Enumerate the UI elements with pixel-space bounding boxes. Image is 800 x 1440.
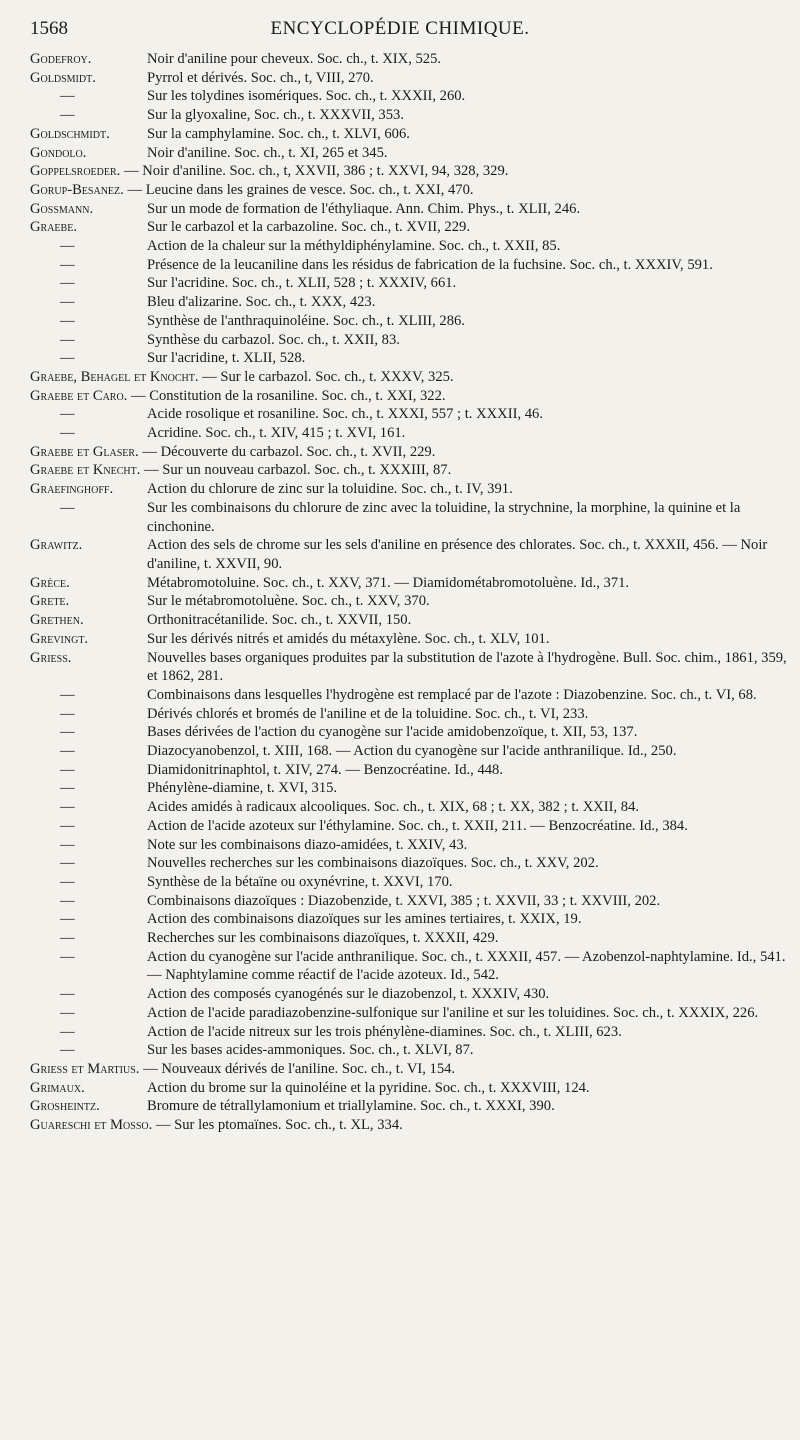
entry-text: — Sur un nouveau carbazol. Soc. ch., t. XXXIII, 87. (144, 462, 452, 479)
ditto-dash: — (60, 799, 75, 816)
entry-text: Bromure de tétrallylamonium et triallylamine. Soc. ch., t. XXXI, 390. (147, 1098, 555, 1115)
ditto-dash: — (60, 88, 75, 105)
entry-text: Action de la chaleur sur la méthyldiphénylamine. Soc. ch., t. XXII, 85. (147, 238, 561, 255)
running-title: ENCYCLOPÉDIE CHIMIQUE. (270, 18, 530, 39)
entry-text: Sur l'acridine, t. XLII, 528. (147, 350, 306, 367)
bibliography-entry (30, 1079, 790, 1098)
bibliography-entry (30, 630, 790, 649)
ditto-dash: — (60, 350, 75, 367)
ditto-dash: — (60, 425, 75, 442)
ditto-dash: — (60, 705, 75, 722)
ditto-dash: — (60, 312, 75, 329)
entry-text: Sur le carbazol et la carbazoline. Soc. ch., t. XVII, 229. (147, 219, 470, 236)
bibliography-entry (30, 705, 790, 724)
entry-text: Acridine. Soc. ch., t. XIV, 415 ; t. XVI, 161. (147, 425, 406, 442)
entry-text: Noir d'aniline pour cheveux. Soc. ch., t. XIX, 525. (147, 51, 442, 67)
bibliography-entry (30, 592, 790, 611)
entry-author: Grosheintz. (30, 1098, 100, 1115)
bibliography-entry (30, 69, 790, 88)
entry-author: Gondolo. (30, 144, 87, 161)
ditto-dash: — (60, 836, 75, 853)
entry-text: Action des combinaisons diazoïques sur les amines tertiaires, t. XXIX, 19. (147, 911, 582, 928)
entry-text: — Sur le carbazol. Soc. ch., t. XXXV, 325. (202, 368, 454, 385)
ditto-dash: — (60, 275, 75, 292)
bibliography-entry (30, 1041, 790, 1060)
bibliography-entry (30, 312, 790, 331)
bibliography-entry (30, 1060, 790, 1079)
bibliography-entry (30, 929, 790, 948)
ditto-dash: — (60, 499, 75, 516)
bibliography-entry (30, 349, 790, 368)
entry-author: Gossmann. (30, 200, 94, 217)
bibliography-entry (30, 274, 790, 293)
entry-text: Combinaisons diazoïques : Diazobenzide, t. XXVI, 385 ; t. XXVII, 33 ; t. XXVIII, 202. (147, 892, 661, 909)
bibliography-entry (30, 854, 790, 873)
entry-text: Synthèse de l'anthraquinoléine. Soc. ch., t. XLIII, 286. (147, 312, 465, 329)
entry-author: Griess. (30, 649, 72, 666)
bibliography-entry (30, 87, 790, 106)
entry-author: Grethen. (30, 612, 84, 629)
entry-author: Guareschi et Mosso. (30, 1117, 153, 1134)
entry-author: Graebe, Behagel et Knocht. (30, 368, 199, 385)
page-number: 1568 (30, 18, 68, 39)
entry-author: Griess et Martius. (30, 1060, 140, 1077)
entry-text: Noir d'aniline. Soc. ch., t. XI, 265 et 345. (147, 144, 388, 161)
entry-text: Note sur les combinaisons diazo-amidées, t. XXIV, 43. (147, 836, 468, 853)
bibliography-entry (30, 237, 790, 256)
entry-author: Graebe. (30, 219, 77, 236)
entry-author: Grawitz. (30, 537, 83, 554)
bibliography-entry (30, 649, 790, 686)
ditto-dash: — (60, 724, 75, 741)
entry-text: Pyrrol et dérivés. Soc. ch., t, VIII, 270. (147, 69, 374, 86)
bibliography-entry (30, 798, 790, 817)
entry-text: Sur un mode de formation de l'éthyliaque. Ann. Chim. Phys., t. XLII, 246. (147, 200, 581, 217)
entry-author: Grèce. (30, 574, 70, 591)
ditto-dash: — (60, 686, 75, 703)
entry-author: Goppelsroeder. (30, 163, 121, 180)
page-header (30, 18, 770, 44)
bibliography-entry (30, 892, 790, 911)
ditto-dash: — (60, 930, 75, 947)
entry-text: Phénylène-diamine, t. XVI, 315. (147, 780, 338, 797)
bibliography-entry (30, 424, 790, 443)
entry-text: Dérivés chlorés et bromés de l'aniline et de la toluidine. Soc. ch., t. VI, 233. (147, 705, 589, 722)
bibliography-entry (30, 331, 790, 350)
ditto-dash: — (60, 743, 75, 760)
entry-text: — Sur les ptomaïnes. Soc. ch., t. XL, 334. (155, 1117, 403, 1134)
entry-text: Bases dérivées de l'action du cyanogène sur l'acide amidobenzoïque, t. XII, 53, 137. (147, 724, 638, 741)
bibliography-entry (30, 611, 790, 630)
entry-text: Métabromotoluine. Soc. ch., t. XXV, 371. — Diamidométabromotoluène. Id., 371. (147, 574, 630, 591)
ditto-dash: — (60, 406, 75, 423)
entry-text: Diazocyanobenzol, t. XIII, 168. — Action du cyanogène sur l'acide anthranilique. Id., 250. (147, 743, 677, 760)
entry-text: — Noir d'aniline. Soc. ch., t, XXVII, 386 ; t. XXVI, 94, 328, 329. (123, 163, 509, 180)
bibliography-entry (30, 910, 790, 929)
entry-text: Recherches sur les combinaisons diazoïques, t. XXXII, 429. (147, 930, 499, 947)
ditto-dash: — (60, 986, 75, 1003)
entry-text: Nouvelles recherches sur les combinaisons diazoïques. Soc. ch., t. XXV, 202. (147, 855, 599, 872)
entry-text: — Nouveaux dérivés de l'aniline. Soc. ch., t. VI, 154. (143, 1060, 456, 1077)
entry-text: Diamidonitrinaphtol, t. XIV, 274. — Benzocréatine. Id., 448. (147, 761, 503, 778)
bibliography-entry (30, 200, 790, 219)
bibliography-list (30, 50, 790, 1135)
entry-text: Nouvelles bases organiques produites par la substitution de l'azote à l'hydrogène. Bull. Soc. chim., 1861, 359, et 1862, 281. (147, 649, 787, 685)
bibliography-entry (30, 574, 790, 593)
bibliography-entry (30, 873, 790, 892)
entry-text: Sur les tolydines isomériques. Soc. ch., t. XXXII, 260. (147, 88, 466, 105)
bibliography-entry (30, 293, 790, 312)
entry-author: Goldsmidt. (30, 69, 96, 86)
ditto-dash: — (60, 948, 75, 965)
ditto-dash: — (60, 1004, 75, 1021)
bibliography-entry (30, 368, 790, 387)
entry-author: Graefinghoff. (30, 481, 114, 498)
bibliography-entry (30, 162, 790, 181)
ditto-dash: — (60, 855, 75, 872)
bibliography-entry (30, 1023, 790, 1042)
bibliography-entry (30, 218, 790, 237)
entry-text: Action du cyanogène sur l'acide anthranilique. Soc. ch., t. XXXII, 457. — Azobenzol-naphtylamine. Id., 541. — Naphtylamine comme réactif de l'acide azoteux. Id., 542. (147, 948, 786, 984)
bibliography-entry (30, 106, 790, 125)
bibliography-entry (30, 181, 790, 200)
entry-text: Sur la camphylamine. Soc. ch., t. XLVI, 606. (147, 125, 410, 142)
ditto-dash: — (60, 107, 75, 124)
bibliography-entry (30, 742, 790, 761)
bibliography-entry (30, 499, 790, 536)
entry-text: Action des composés cyanogénés sur le diazobenzol, t. XXXIV, 430. (147, 986, 550, 1003)
bibliography-entry (30, 779, 790, 798)
entry-author: Goldschmidt. (30, 125, 110, 142)
ditto-dash: — (60, 294, 75, 311)
entry-text: Combinaisons dans lesquelles l'hydrogène est remplacé par de l'azote : Diazobenzine. Soc. ch., t. VI, 68. (147, 686, 757, 703)
ditto-dash: — (60, 761, 75, 778)
bibliography-entry (30, 443, 790, 462)
entry-text: Sur les bases acides-ammoniques. Soc. ch., t. XLVI, 87. (147, 1042, 474, 1059)
ditto-dash: — (60, 331, 75, 348)
bibliography-entry (30, 256, 790, 275)
ditto-dash: — (60, 873, 75, 890)
entry-text: Action de l'acide azoteux sur l'éthylamine. Soc. ch., t. XXII, 211. — Benzocréatine. Id., 384. (147, 817, 688, 834)
bibliography-entry (30, 480, 790, 499)
ditto-dash: — (60, 892, 75, 909)
entry-author: Grimaux. (30, 1079, 85, 1096)
bibliography-entry (30, 536, 790, 573)
entry-author: Godefroy. (30, 51, 92, 67)
entry-author: Grevingt. (30, 630, 89, 647)
entry-text: Action de l'acide paradiazobenzine-sulfonique sur l'aniline et sur les toluidines. Soc. ch., t. XXXIX, 226. (147, 1004, 759, 1021)
entry-text: — Constitution de la rosaniline. Soc. ch., t. XXI, 322. (130, 387, 446, 404)
entry-author: Graebe et Glaser. (30, 443, 139, 460)
entry-author: Graebe et Knecht. (30, 462, 141, 479)
entry-text: — Leucine dans les graines de vesce. Soc. ch., t. XXI, 470. (127, 181, 474, 198)
bibliography-entry (30, 836, 790, 855)
bibliography-entry (30, 50, 790, 69)
bibliography-entry (30, 723, 790, 742)
bibliography-entry (30, 387, 790, 406)
entry-text: Sur la glyoxaline, Soc. ch., t. XXXVII, 353. (147, 107, 404, 124)
bibliography-entry (30, 405, 790, 424)
bibliography-entry (30, 125, 790, 144)
entry-text: Synthèse du carbazol. Soc. ch., t. XXII, 83. (147, 331, 400, 348)
entry-text: Sur les dérivés nitrés et amidés du métaxylène. Soc. ch., t. XLV, 101. (147, 630, 550, 647)
ditto-dash: — (60, 780, 75, 797)
ditto-dash: — (60, 817, 75, 834)
entry-author: Graebe et Caro. (30, 387, 128, 404)
entry-text: Action des sels de chrome sur les sels d'aniline en présence des chlorates. Soc. ch., t. XXXII, 456. — Noir d'aniline, t. XXVII, 90. (147, 537, 768, 572)
entry-text: Sur l'acridine. Soc. ch., t. XLII, 528 ; t. XXXIV, 661. (147, 275, 457, 292)
entry-text: Acides amidés à radicaux alcooliques. Soc. ch., t. XIX, 68 ; t. XX, 382 ; t. XXII, 84. (147, 799, 640, 816)
entry-author: Grete. (30, 593, 70, 610)
entry-text: Sur les combinaisons du chlorure de zinc avec la toluidine, la strychnine, la morphine, la quinine et la cinchonine. (147, 499, 741, 535)
bibliography-entry (30, 1116, 790, 1135)
entry-text: Bleu d'alizarine. Soc. ch., t. XXX, 423. (147, 294, 376, 311)
bibliography-entry (30, 144, 790, 163)
ditto-dash: — (60, 256, 75, 273)
ditto-dash: — (60, 911, 75, 928)
bibliography-entry (30, 761, 790, 780)
entry-text: Présence de la leucaniline dans les résidus de fabrication de la fuchsine. Soc. ch., t. XXXIV, 591. (147, 256, 713, 273)
bibliography-entry (30, 461, 790, 480)
bibliography-entry (30, 985, 790, 1004)
entry-text: Acide rosolique et rosaniline. Soc. ch., t. XXXI, 557 ; t. XXXII, 46. (147, 406, 543, 423)
bibliography-entry (30, 1097, 790, 1116)
bibliography-entry (30, 948, 790, 985)
entry-text: Action du brome sur la quinoléine et la pyridine. Soc. ch., t. XXXVIII, 124. (147, 1079, 590, 1096)
entry-author: Gorup-Besanez. (30, 181, 124, 198)
entry-text: Synthèse de la bétaïne ou oxynévrine, t. XXVI, 170. (147, 873, 453, 890)
bibliography-entry (30, 1004, 790, 1023)
entry-text: Orthonitracétanilide. Soc. ch., t. XXVII, 150. (147, 612, 412, 629)
ditto-dash: — (60, 1042, 75, 1059)
bibliography-entry (30, 686, 790, 705)
entry-text: — Découverte du carbazol. Soc. ch., t. XVII, 229. (142, 443, 436, 460)
bibliography-entry (30, 817, 790, 836)
ditto-dash: — (60, 238, 75, 255)
entry-text: Sur le métabromotoluène. Soc. ch., t. XXV, 370. (147, 593, 430, 610)
entry-text: Action de l'acide nitreux sur les trois phénylène-diamines. Soc. ch., t. XLIII, 623. (147, 1023, 622, 1040)
ditto-dash: — (60, 1023, 75, 1040)
entry-text: Action du chlorure de zinc sur la toluidine. Soc. ch., t. IV, 391. (147, 481, 513, 498)
